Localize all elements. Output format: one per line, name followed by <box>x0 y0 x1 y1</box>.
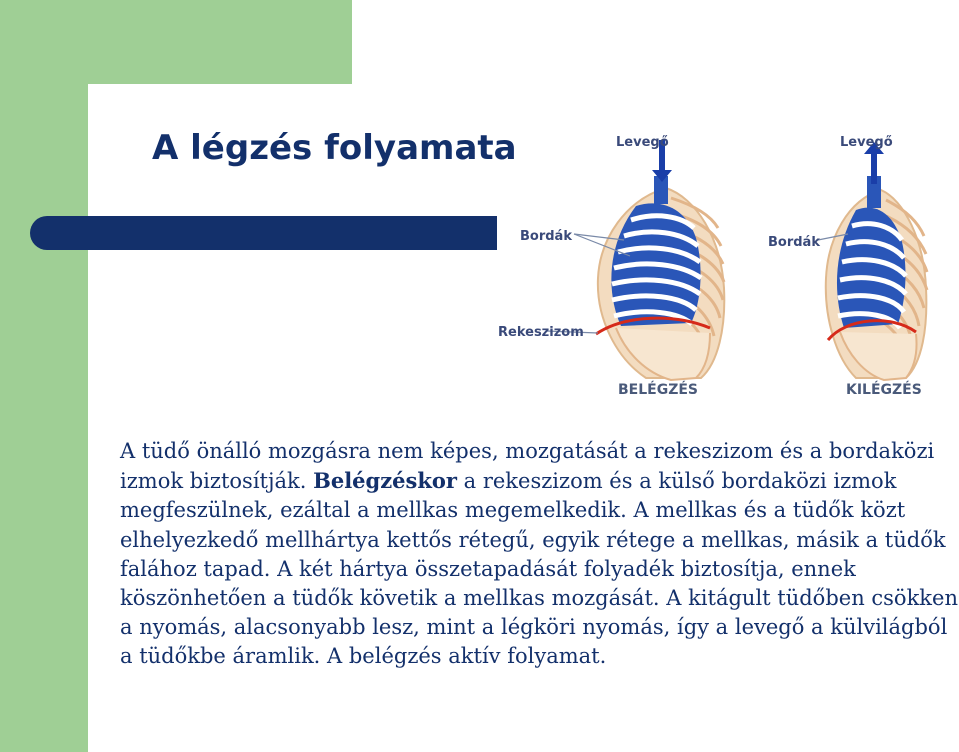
ribs-label-right: Bordák <box>768 235 820 250</box>
green-top-band <box>0 0 352 84</box>
slide-title: A légzés folyamata <box>152 128 517 168</box>
inhalation-figure <box>498 135 724 398</box>
body-text-part2: a rekeszizom és a külső bordaközi izmok megfeszülnek, ezáltal a mellkas megemelkedik. A mellkas és a tüdők közt elhelyezkedő mellhártya kettős rétegű, egyik rétege a mellkas, másik a tüdők falához tapad. A két hártya összetapadását folyadék biztosítja, ennek köszönhetően a tüdők követik a mellkas mozgását. A kitágult tüdőben csökken a nyomás, alacsonyabb lesz, mint a légköri nyomás, így a levegő a külvilágból a tüdőkbe áramlik. A belégzés aktív folyamat. <box>120 469 958 669</box>
inhalation-caption: BELÉGZÉS <box>618 382 699 398</box>
title-underline-bar <box>30 216 497 250</box>
green-side-band <box>0 0 88 752</box>
content-corner <box>88 84 148 144</box>
body-text-bold: Belégzéskor <box>313 468 457 494</box>
ribs-label-left: Bordák <box>520 229 572 244</box>
body-paragraph <box>120 437 959 672</box>
body-text-part1: A tüdő önálló mozgásra nem képes, mozgatását a rekeszizom és a bordaközi izmok biztosítják. <box>120 439 935 494</box>
exhalation-caption: KILÉGZÉS <box>846 382 922 398</box>
air-label-right: Levegő <box>840 135 893 150</box>
exhalation-figure <box>768 135 927 398</box>
diaphragm-label: Rekeszizom <box>498 325 584 340</box>
air-label-left: Levegő <box>616 135 669 150</box>
breathing-diagram <box>496 128 948 406</box>
